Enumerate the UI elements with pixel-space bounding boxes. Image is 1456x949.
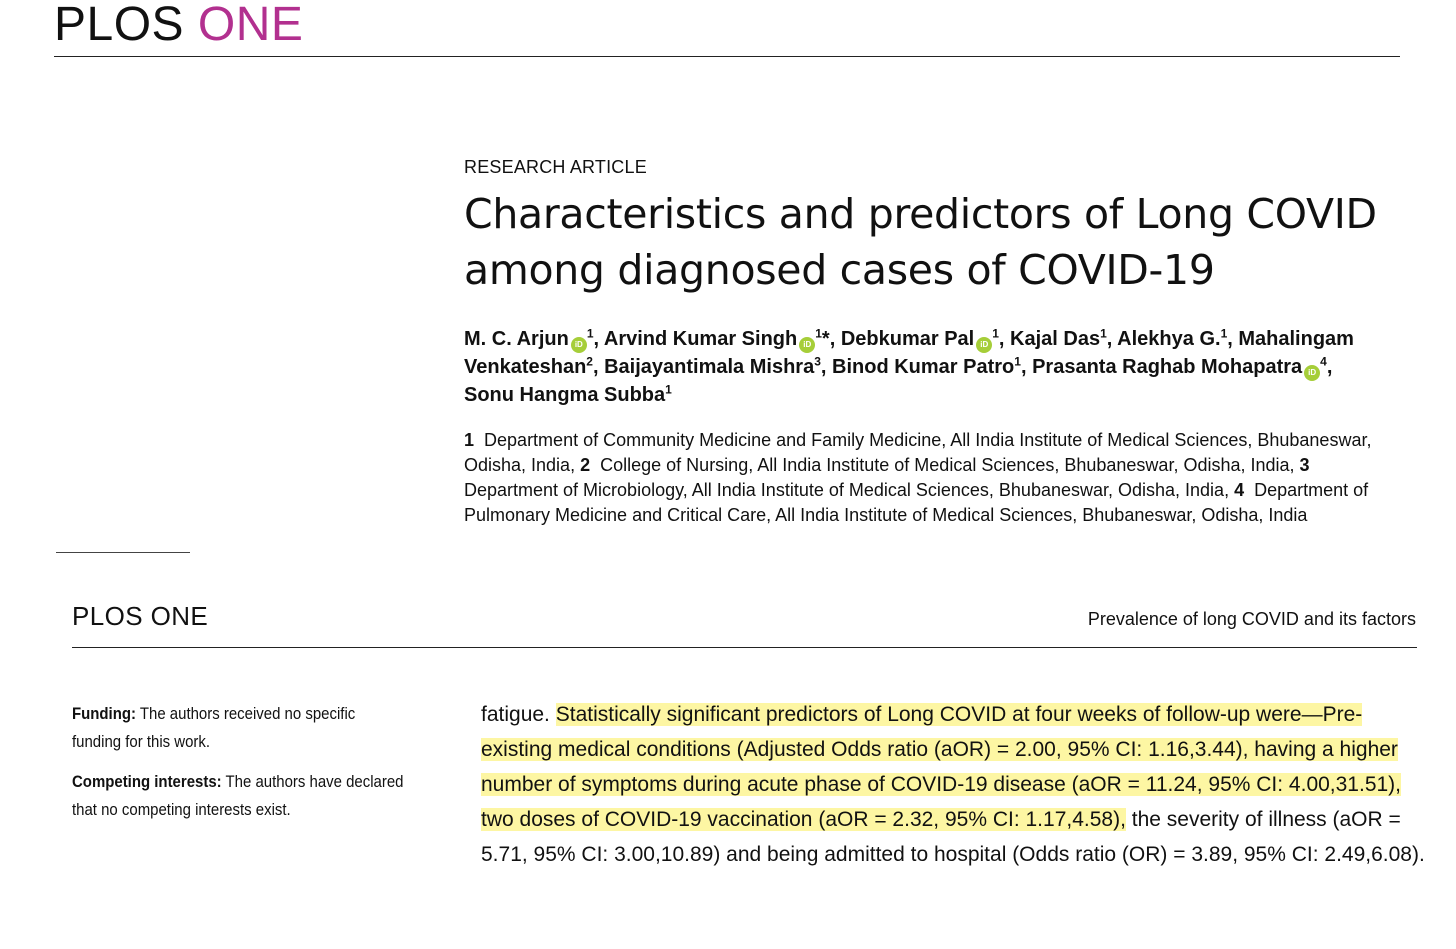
author [1032, 356, 1327, 378]
competing-label: Competing interests: [72, 772, 222, 791]
running-head: Prevalence of long COVID and its factors [1087, 609, 1416, 629]
author-affiliation-number: 1 [815, 326, 822, 341]
affiliation-text: College of Nursing, All India Institute of Medical Sciences, Bhubaneswar, Odisha, India, [600, 455, 1295, 475]
logo-plos: PLOS [54, 0, 185, 51]
author-affiliation-number: 1 [992, 326, 999, 341]
author [841, 328, 999, 350]
competing-interests-note [72, 768, 424, 824]
affiliation-text: Department of Pulmonary Medicine and Critical Care, All India Institute of Medical Sciences, Bhubaneswar, Odisha, India [464, 480, 1369, 525]
author-name: Kajal Das [1010, 328, 1101, 350]
author [832, 356, 1021, 378]
affiliation-number: 3 [1299, 455, 1310, 475]
author-name: Binod Kumar Patro [832, 356, 1015, 378]
article-type: RESEARCH ARTICLE [464, 157, 647, 177]
author-affiliation-number: 1 [1220, 326, 1228, 341]
author-affiliation-number: 2 [586, 354, 593, 369]
author-affiliation-number: 3 [814, 354, 821, 369]
author [464, 328, 594, 350]
author-affiliation-number: 1 [665, 382, 672, 397]
body-lead: fatigue. [481, 703, 556, 726]
orcid-icon[interactable]: iD [799, 337, 815, 353]
competing-text: The authors have declared that no competing interests exist. [72, 772, 404, 819]
author [464, 384, 672, 406]
author-name: Sonu Hangma Subba [464, 384, 666, 406]
header-rule [54, 56, 1400, 57]
author-list: M. C. Arjun $iD^1$, Arvind Kumar Singh $iD^1*$, Debkumar Pal $iD^1$, Kajal Das$^1$, Alekhya G.$^1$, Mahalingam Venkateshan$^2$, Baijayantimala Mishra$^3$, Binod Kumar Patro$^1$, Prasanta Raghab Mohapatra $iD^4$, Sonu Hangma Subba$^1$ [464, 326, 1354, 406]
author [1117, 328, 1227, 350]
author-affiliation-number: 1 [1014, 354, 1021, 369]
orcid-icon[interactable]: iD [976, 337, 992, 353]
author [1010, 328, 1107, 350]
funding-text: The authors received no specific funding for this work. [72, 704, 356, 751]
logo-one: ONE [197, 0, 304, 51]
journal-logo-small: PLOS ONE [72, 601, 209, 631]
author-name: Mahalingam Venkateshan [464, 328, 1354, 378]
author-name: Debkumar Pal [840, 328, 975, 350]
page-header-rule [72, 647, 1417, 648]
author-name: Baijayantimala Mishra [604, 356, 815, 378]
funding-label: Funding: [72, 704, 136, 723]
body-tail: the severity of illness (aOR = 5.71, 95% CI: 3.00,10.89) and being admitted to hospital (Odds ratio (OR) = 3.89, 95% CI: 2.49,6.08). [481, 808, 1425, 866]
highlighted-text: Statistically significant predictors of Long COVID at four weeks of follow-up were—Pre-existing medical conditions (Adjusted Odds ratio (aOR) = 2.00, 95% CI: 1.16,3.44), having a higher number of symptoms during acute phase of COVID-19 disease (aOR = 11.24, 95% CI: 4.00,31.51), two doses of COVID-19 vaccination (aOR = 2.32, 95% CI: 1.17,4.58), [481, 703, 1402, 831]
author-name: Prasanta Raghab Mohapatra [1032, 356, 1303, 378]
author-name: Arvind Kumar Singh [603, 328, 798, 350]
author-affiliation-number: 1 [586, 326, 594, 341]
orcid-icon[interactable]: iD [1304, 365, 1320, 381]
author [604, 356, 821, 378]
affiliation-text: Department of Community Medicine and Family Medicine, All India Institute of Medical Sciences, Bhubaneswar, Odisha, India, [464, 430, 1372, 475]
affiliation-number: 4 [1234, 480, 1245, 500]
author-name: M. C. Arjun [464, 328, 569, 350]
author-name: Alekhya G. [1117, 328, 1221, 350]
abstract-text [481, 697, 1426, 872]
funding-note [72, 700, 406, 756]
affiliation-number: 1 [464, 430, 475, 450]
orcid-icon[interactable]: iD [571, 337, 587, 353]
article-title: Characteristics and predictors of Long COVID among diagnosed cases of COVID-19 [464, 190, 1377, 294]
affiliations [464, 428, 1394, 528]
journal-logo [54, 0, 303, 54]
author-affiliation-number: 4 [1320, 354, 1327, 369]
author [604, 328, 830, 350]
affiliation-number: 2 [580, 455, 591, 475]
affiliation-text: Department of Microbiology, All India Institute of Medical Sciences, Bhubaneswar, Odisha, India, [464, 480, 1230, 500]
author-affiliation-number: 1 [1100, 326, 1107, 341]
footnote-rule [56, 552, 190, 553]
corresponding-marker: * [821, 328, 830, 350]
